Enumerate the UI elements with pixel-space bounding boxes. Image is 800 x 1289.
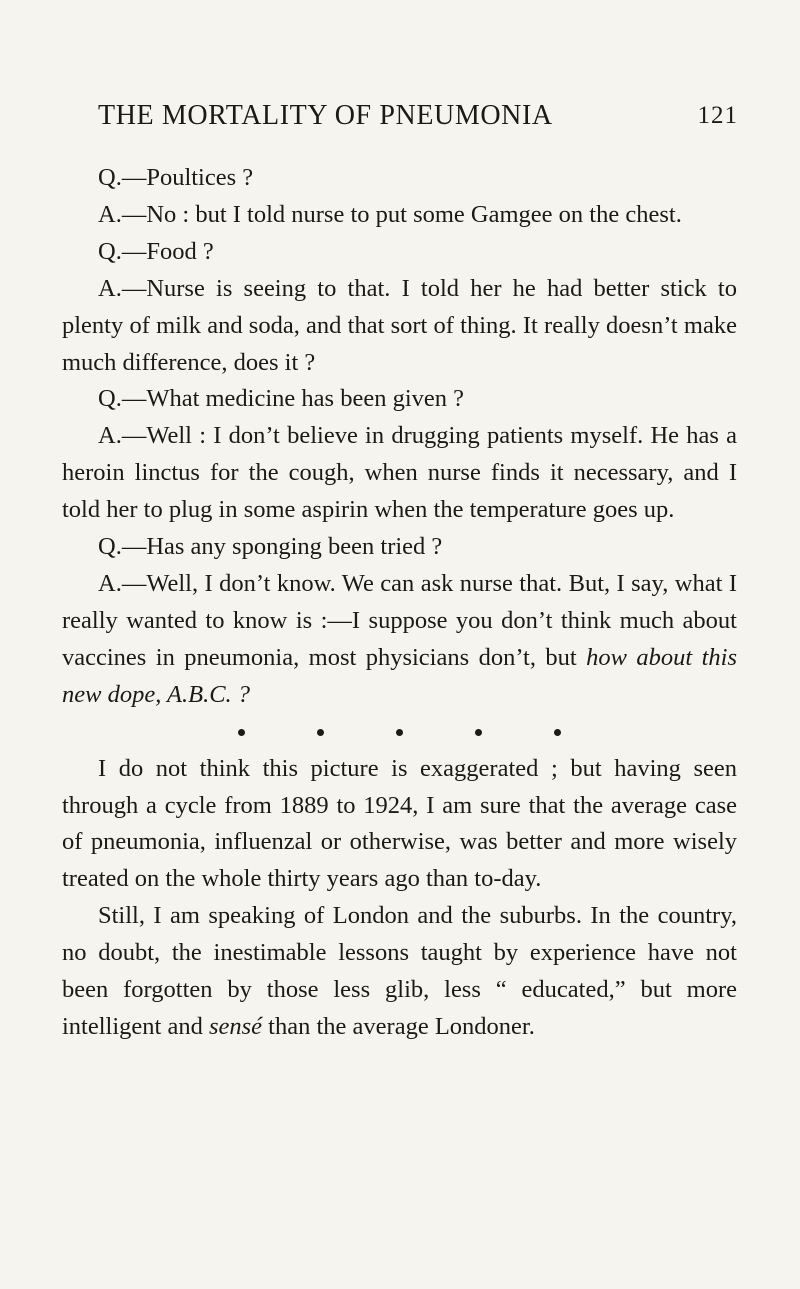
section-break-dot (238, 729, 245, 736)
section-break-dot (317, 729, 324, 736)
dialogue-paragraph: Q.—Food ? (98, 237, 214, 265)
section-break (62, 714, 737, 751)
page-number: 121 (697, 102, 738, 129)
italic-phrase: how about this new dope, A.B.C. ? (62, 643, 737, 708)
dialogue-paragraph (62, 566, 737, 714)
dialogue-paragraph: A.—No : but I told nurse to put some Gamgee on the chest. (98, 200, 682, 228)
dialogue-paragraph: Q.—What medicine has been given ? (98, 385, 465, 413)
section-break-dot (554, 729, 561, 736)
section-break-dot (396, 729, 403, 736)
running-head (98, 100, 738, 140)
dialogue-paragraph: Q.—Has any sponging been tried ? (98, 533, 443, 561)
body-text-run: Still, I am speaking of London and the suburbs. In the country, no doubt, the inestimable lessons taught by experience have not been forgotten by those less glib, less “ educated,” but more intelligent and (62, 902, 737, 1040)
dialogue-paragraph: A.—Well : I don’t believe in drugging patients myself. He has a heroin linctus for the cough, when nurse finds it necessary, and I told her to plug in some aspirin when the temperature goes up. (62, 422, 737, 524)
body-paragraph: I do not think this picture is exaggerated ; but having seen through a cycle from 1889 to 1924, I am sure that the average case of pneumonia, influenzal or otherwise, was better and more wisely treated on the whole thirty years ago than to-day. (62, 754, 737, 893)
body-paragraph (62, 898, 737, 1046)
body-text-run: than the average Londoner. (262, 1012, 535, 1040)
dialogue-paragraph: A.—Nurse is seeing to that. I told her he had better stick to plenty of milk and soda, and that sort of thing. It really doesn’t make much difference, does it ? (62, 274, 737, 376)
section-break-dot (475, 729, 482, 736)
answer-text: A.—Well, I don’t know. We can ask nurse that. But, I say, what I really wanted to know is :—I suppose you don’t think much about vaccines in pneumonia, most physicians don’t, but (62, 569, 737, 671)
body-text (62, 160, 737, 1046)
running-title: THE MORTALITY OF PNEUMONIA (98, 100, 553, 131)
dialogue-paragraph: Q.—Poultices ? (98, 164, 254, 191)
italic-word: sensé (208, 1012, 263, 1040)
